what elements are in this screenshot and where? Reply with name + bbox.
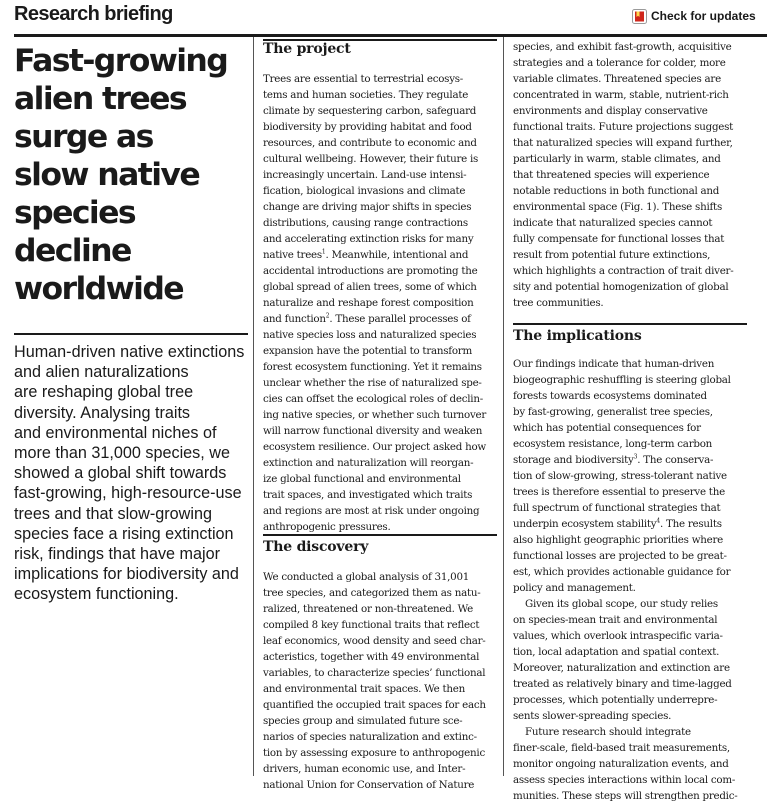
body-line (263, 601, 499, 617)
body-line (513, 772, 749, 788)
body-line (263, 135, 499, 151)
body-line (513, 548, 749, 564)
body-line (263, 103, 499, 119)
body-text: expansion have the potential to transform (263, 345, 472, 357)
body-text: which has potential consequences for (513, 422, 701, 434)
body-text: full spectrum of functional strategies that (513, 502, 721, 514)
body-line (263, 745, 499, 761)
body-text: monitor ongoing naturalization events, and (513, 758, 729, 770)
body-text: acteristics, together with 49 environmental (263, 651, 480, 663)
body-text: change are driving major shifts in species (263, 201, 472, 213)
body-text: will narrow functional diversity and weaken (263, 425, 483, 437)
headline (14, 42, 250, 308)
body-line (513, 564, 749, 580)
body-line (513, 356, 749, 372)
headline-line: worldwide (14, 271, 184, 307)
body-text: fication, biological invasions and climate (263, 185, 466, 197)
body-text: particularly in warm, stable climates, and (513, 153, 721, 165)
body-line (513, 692, 749, 708)
project-body (263, 71, 499, 535)
body-text: accidental introductions are promoting the (263, 265, 478, 277)
body-text: biodiversity by providing habitat and food (263, 121, 472, 133)
body-line (513, 183, 749, 199)
body-line (513, 231, 749, 247)
body-text: species group and simulated future sce- (263, 715, 463, 727)
discovery-body (263, 569, 499, 793)
body-line (513, 279, 749, 295)
body-text: environments and display conservative (513, 105, 708, 117)
summary-line: species face a rising extinction (14, 524, 234, 543)
body-line (513, 484, 749, 500)
body-text: assess species interactions within local com- (513, 774, 736, 786)
body-line (513, 263, 749, 279)
body-line (263, 375, 499, 391)
summary-line: risk, findings that have major (14, 545, 221, 564)
body-line (263, 151, 499, 167)
body-line (263, 263, 499, 279)
body-text: distributions, causing range contractions (263, 217, 468, 229)
body-text: Our findings indicate that human-driven (513, 358, 715, 370)
body-line (263, 439, 499, 455)
body-line (513, 199, 749, 215)
body-text: narios of species naturalization and extinc- (263, 731, 477, 743)
body-line (263, 471, 499, 487)
body-text: and environmental trait spaces. We then (263, 683, 466, 695)
check-for-updates-button[interactable] (632, 7, 756, 25)
body-text: sity and potential homogenization of global (513, 281, 729, 293)
body-text: and accelerating extinction risks for many (263, 233, 474, 245)
body-line (513, 295, 749, 311)
body-line (263, 777, 499, 793)
body-line (513, 788, 749, 804)
body-line (263, 585, 499, 601)
summary-line: showed a global shift towards (14, 464, 227, 483)
headline-line: surge as (14, 119, 153, 155)
body-text: forest ecosystem functioning. Yet it remains (263, 361, 482, 373)
body-line (513, 135, 749, 151)
body-text: biogeographic reshuffling is steering global (513, 374, 731, 386)
body-text: quantified the occupied trait spaces for each (263, 699, 486, 711)
column-divider (253, 37, 254, 776)
body-text: that threatened species will experience (513, 169, 710, 181)
body-text: Future research should integrate (525, 726, 691, 738)
body-text: native trees (263, 249, 322, 261)
body-line (263, 503, 499, 519)
summary (14, 342, 250, 605)
body-text: . Meanwhile, intentional and (325, 249, 469, 261)
body-line (263, 407, 499, 423)
body-text: . The conserva- (637, 454, 714, 466)
body-text: ecosystem resilience. Our project asked how (263, 441, 486, 453)
body-line (513, 420, 749, 436)
body-text: climate by sequestering carbon, safeguard (263, 105, 477, 117)
body-line (513, 436, 749, 452)
body-line (263, 215, 499, 231)
section-title: Research briefing (14, 3, 173, 25)
headline-line: alien trees (14, 81, 187, 117)
summary-rule (14, 333, 248, 335)
body-text: treated as relatively binary and time-lagged (513, 678, 732, 690)
reference-number: 2 (325, 312, 330, 320)
body-line (513, 468, 749, 484)
body-line (513, 660, 749, 676)
body-text: underpin ecosystem stability (513, 518, 657, 530)
summary-line: trees and that slow-growing (14, 504, 212, 523)
body-line (263, 391, 499, 407)
body-text: est, which provides actionable guidance for (513, 566, 731, 578)
body-text: ize global functional and environmental (263, 473, 461, 485)
body-text: finer-scale, field-based trait measurements, (513, 742, 730, 754)
body-text: compiled 8 key functional traits that reflect (263, 619, 480, 631)
body-text: notable reductions in both functional and (513, 185, 720, 197)
column-divider (503, 37, 504, 776)
body-line (263, 681, 499, 697)
body-line (263, 729, 499, 745)
body-line (513, 388, 749, 404)
body-line (263, 311, 499, 327)
body-text: cultural wellbeing. However, their future is (263, 153, 479, 165)
body-line (263, 183, 499, 199)
body-text: . These parallel processes of (329, 313, 471, 325)
body-text: forests towards ecosystems dominated (513, 390, 707, 402)
body-line (513, 628, 749, 644)
body-text: values, which overlook intraspecific varia- (513, 630, 723, 642)
body-text: national Union for Conservation of Nature (263, 779, 475, 791)
reference-number: 1 (321, 248, 326, 256)
continued-body (513, 39, 749, 311)
body-text: tree species, and categorized them as natu- (263, 587, 481, 599)
body-text: and regions are most at risk under ongoing (263, 505, 480, 517)
body-line (513, 167, 749, 183)
body-line (513, 676, 749, 692)
body-text: resources, and contribute to economic and (263, 137, 477, 149)
summary-line: more than 31,000 species, we (14, 444, 230, 463)
body-text: processes, which potentially underrepre- (513, 694, 718, 706)
body-line (263, 423, 499, 439)
body-line (263, 713, 499, 729)
body-line (263, 119, 499, 135)
body-line (263, 247, 499, 263)
body-line (263, 343, 499, 359)
body-text: storage and biodiversity (513, 454, 634, 466)
section-heading-discovery: The discovery (263, 539, 369, 555)
body-text: anthropogenic pressures. (263, 521, 391, 533)
body-text: global spread of alien trees, some of which (263, 281, 477, 293)
body-line (263, 279, 499, 295)
body-text: functional losses are projected to be great- (513, 550, 727, 562)
body-text: ralized, threatened or non-threatened. We (263, 603, 473, 615)
body-text: tree communities. (513, 297, 604, 309)
headline-line: Fast-growing (14, 43, 228, 79)
continued-clip (513, 37, 767, 309)
body-line (513, 756, 749, 772)
implications-rule (513, 323, 747, 325)
body-text: variables, to characterize species’ functional (263, 667, 486, 679)
body-text: that naturalized species will expand further, (513, 137, 733, 149)
body-text: functional traits. Future projections suggest (513, 121, 734, 133)
implications-clip (513, 356, 767, 802)
check-for-updates-label: Check for updates (651, 9, 756, 23)
body-text: Given its global scope, our study relies (525, 598, 718, 610)
body-text: cies can offset the ecological roles of declin- (263, 393, 483, 405)
summary-line: diversity. Analysing traits (14, 403, 191, 422)
body-text: drivers, human economic use, and Inter- (263, 763, 466, 775)
body-line (513, 372, 749, 388)
body-line (263, 359, 499, 375)
body-text: Trees are essential to terrestrial ecosys- (263, 73, 464, 85)
body-text: ). These shifts (652, 201, 722, 213)
body-line (513, 55, 749, 71)
body-line (263, 87, 499, 103)
body-text: Moreover, naturalization and extinction are (513, 662, 730, 674)
body-text: trait spaces, and investigated which traits (263, 489, 473, 501)
body-line (263, 633, 499, 649)
body-text: munities. These steps will strengthen predic- (513, 790, 738, 802)
summary-line: are reshaping global tree (14, 383, 194, 402)
body-text: variable climates. Threatened species are (513, 73, 721, 85)
body-text: ing native species, or whether such turnover (263, 409, 487, 421)
body-line (513, 724, 749, 740)
discovery-rule (263, 534, 497, 536)
check-for-updates-icon (632, 9, 647, 24)
body-line (513, 103, 749, 119)
body-text: sents slower-spreading species. (513, 710, 672, 722)
body-text: leaf economics, wood density and seed char- (263, 635, 486, 647)
summary-line: and environmental niches of (14, 423, 217, 442)
body-line (513, 247, 749, 263)
body-text: environmental space (Fig. (513, 201, 647, 213)
body-line (263, 519, 499, 535)
summary-line: implications for biodiversity and (14, 565, 239, 584)
body-line (513, 516, 749, 532)
body-text: which highlights a contraction of trait diver- (513, 265, 734, 277)
body-text: tion of slow-growing, stress-tolerant native (513, 470, 727, 482)
body-text: concentrated in warm, stable, nutrient-rich (513, 89, 729, 101)
body-line (513, 151, 749, 167)
body-line (263, 71, 499, 87)
body-line (263, 487, 499, 503)
headline-line: slow native (14, 157, 200, 193)
body-line (263, 455, 499, 471)
body-line (513, 119, 749, 135)
body-text: policy and management. (513, 582, 636, 594)
body-line (513, 215, 749, 231)
summary-line: fast-growing, high-resource-use (14, 484, 242, 503)
section-heading-project: The project (263, 41, 351, 57)
body-line (263, 295, 499, 311)
body-text: native species loss and naturalized species (263, 329, 477, 341)
body-text: also highlight geographic priorities where (513, 534, 724, 546)
body-line (263, 231, 499, 247)
body-text: . The results (659, 518, 722, 530)
body-line (263, 649, 499, 665)
body-line (513, 39, 749, 55)
body-line (263, 569, 499, 585)
discovery-clip (263, 569, 503, 791)
body-text: species, and exhibit fast-growth, acquisitive (513, 41, 732, 53)
body-line (513, 580, 749, 596)
body-text: fully compensate for functional losses that (513, 233, 725, 245)
reference-number: 3 (633, 453, 638, 461)
body-text: naturalize and reshape forest composition (263, 297, 474, 309)
body-text: We conducted a global analysis of 31,001 (263, 571, 470, 583)
body-text: trees is therefore essential to preserve the (513, 486, 725, 498)
body-line (513, 500, 749, 516)
body-line (513, 612, 749, 628)
body-line (263, 327, 499, 343)
body-line (513, 71, 749, 87)
body-line (263, 761, 499, 777)
body-line (513, 644, 749, 660)
body-line (513, 452, 749, 468)
body-text: indicate that naturalized species cannot (513, 217, 713, 229)
body-line (513, 404, 749, 420)
body-line (263, 697, 499, 713)
body-text: on species-mean trait and environmental (513, 614, 718, 626)
body-line (513, 596, 749, 612)
body-text: tems and human societies. They regulate (263, 89, 469, 101)
body-line (263, 665, 499, 681)
body-line (513, 740, 749, 756)
body-text: tion by assessing exposure to anthropogenic (263, 747, 485, 759)
figure-link[interactable]: 1 (646, 201, 653, 213)
body-line (263, 617, 499, 633)
implications-body (513, 356, 749, 804)
body-text: strategies and a tolerance for colder, more (513, 57, 726, 69)
summary-line: Human-driven native extinctions (14, 343, 245, 361)
reference-number: 4 (656, 517, 660, 525)
body-text: result from potential future extinctions, (513, 249, 711, 261)
body-line (263, 167, 499, 183)
body-text: unclear whether the rise of naturalized spe- (263, 377, 482, 389)
body-text: by fast-growing, generalist tree species, (513, 406, 713, 418)
summary-line: ecosystem functioning. (14, 585, 179, 604)
body-text: and function (263, 313, 326, 325)
body-line (513, 708, 749, 724)
body-text: tion, local adaptation and spatial context. (513, 646, 720, 658)
body-text: ecosystem resistance, long-term carbon (513, 438, 713, 450)
body-line (513, 532, 749, 548)
summary-line: and alien naturalizations (14, 363, 189, 382)
headline-line: species decline (14, 195, 136, 269)
section-heading-implications: The implications (513, 328, 642, 344)
body-text: extinction and naturalization will reorgan- (263, 457, 474, 469)
body-text: increasingly uncertain. Land-use intensi- (263, 169, 467, 181)
body-line (513, 87, 749, 103)
body-line (263, 199, 499, 215)
